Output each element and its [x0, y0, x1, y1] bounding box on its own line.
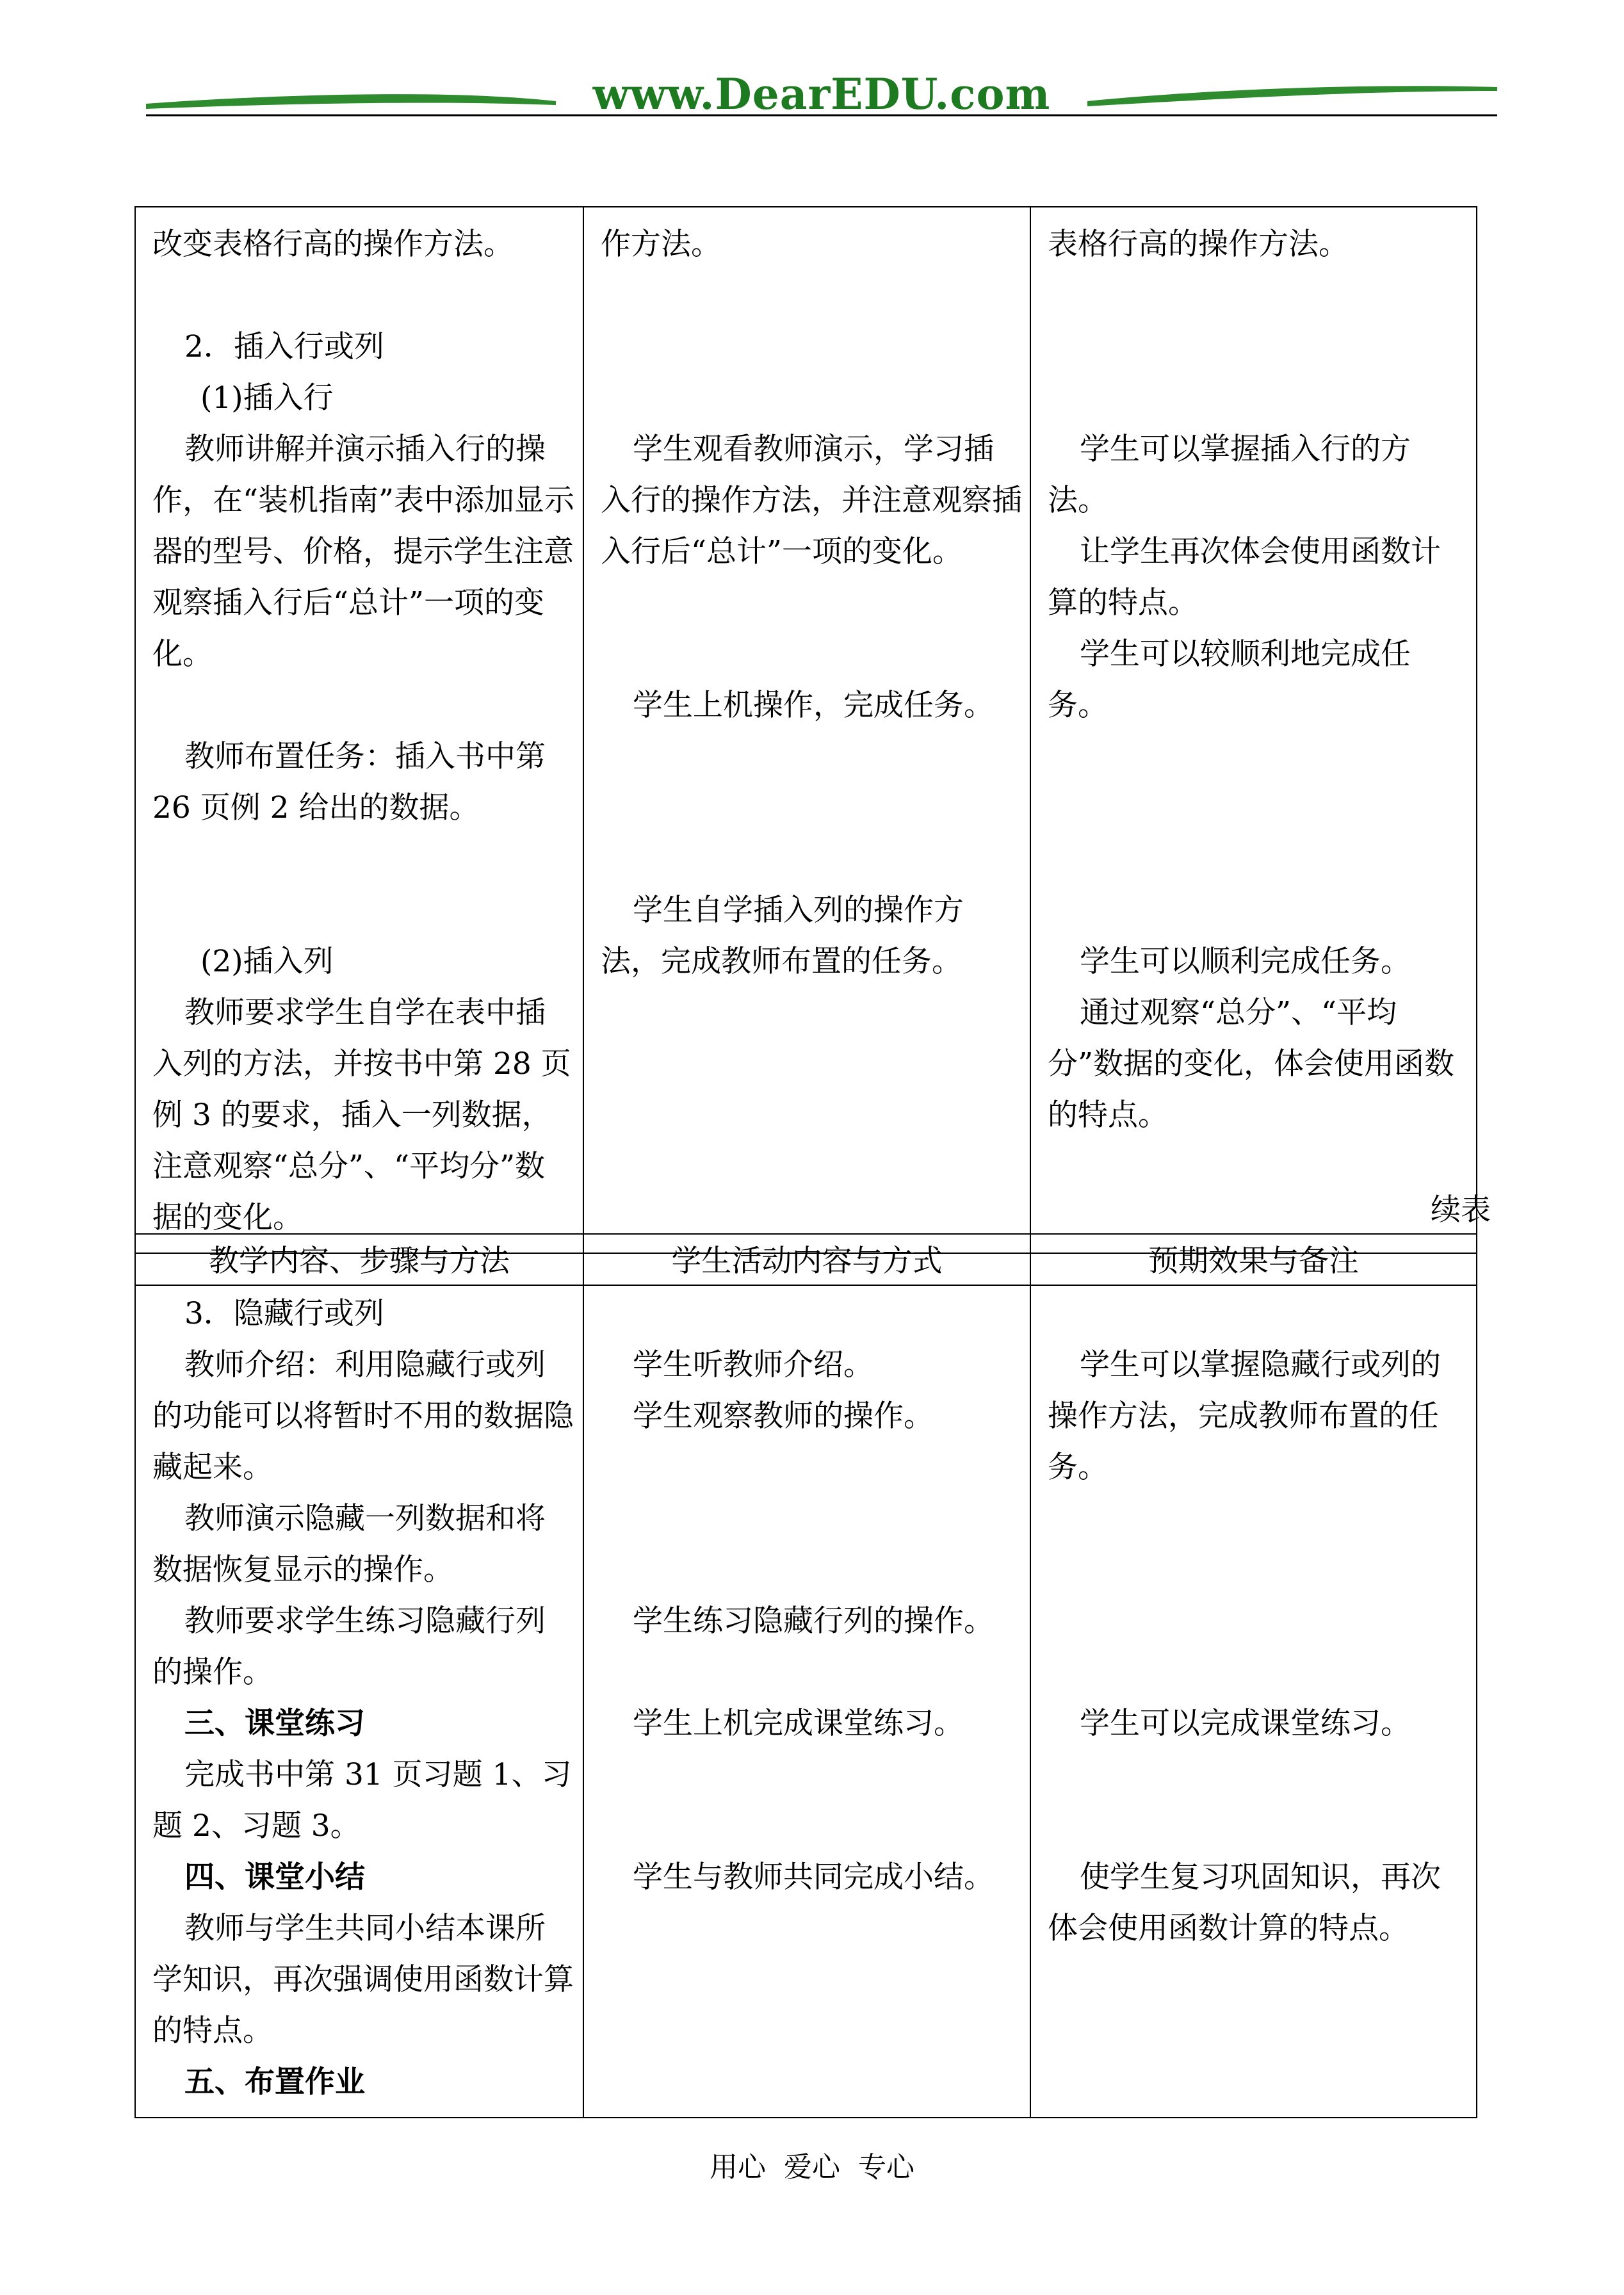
cell-text: 学生与教师共同完成小结。	[633, 1860, 994, 1895]
cell-text: 学生自学插入列的操作方法，完成教师布置的任务。	[601, 893, 964, 979]
section-heading: 3．隐藏行或列	[184, 1296, 384, 1331]
expected-effect-cell	[1030, 1285, 1477, 2118]
section-heading-bold: 四、课堂小结	[184, 1860, 365, 1895]
cell-text: 学生可以掌握隐藏行或列的操作方法，完成教师布置的任务。	[1048, 1347, 1441, 1485]
cell-text: 改变表格行高的操作方法。	[152, 227, 514, 262]
table-row	[135, 1285, 1477, 2118]
cell-text: 学生上机操作，完成任务。	[633, 688, 994, 723]
cell-text: 让学生再次体会使用函数计算的特点。	[1048, 534, 1441, 620]
column-header: 教学内容、步骤与方法	[135, 1234, 583, 1285]
header-banner	[146, 59, 1497, 129]
cell-text: 教师要求学生自学在表中插入列的方法，并按书中第 28 页例 3 的要求，插入一列数据，注意观察“总分”、“平均分”数据的变化。	[152, 995, 571, 1235]
cell-text: 教师布置任务：插入书中第 26 页例 2 给出的数据。	[152, 739, 546, 825]
cell-text: 教师讲解并演示插入行的操作，在“装机指南”表中添加显示器的型号、价格，提示学生注意观察插入行后“总计”一项的变化。	[152, 432, 575, 672]
cell-text: 学生可以顺利完成任务。	[1080, 944, 1411, 979]
cell-text: 学生可以掌握插入行的方法。	[1048, 432, 1411, 518]
cell-text: 学生可以较顺利地完成任务。	[1048, 637, 1411, 723]
section-heading-bold: 五、布置作业	[184, 2064, 365, 2100]
site-logo[interactable]: www.DearEDU.com	[592, 69, 1051, 119]
student-activity-cell	[583, 207, 1030, 1253]
student-activity-cell	[583, 1285, 1030, 2118]
cell-text: 学生观看教师演示，学习插入行的操作方法，并注意观察插入行后“总计”一项的变化。	[601, 432, 1022, 569]
cell-text: 使学生复习巩固知识，再次体会使用函数计算的特点。	[1048, 1860, 1441, 1946]
lesson-table-part1	[134, 206, 1477, 1254]
page-footer: 用心 爱心 专心	[710, 2151, 914, 2184]
cell-text: 表格行高的操作方法。	[1048, 227, 1349, 262]
section-heading-bold: 三、课堂练习	[184, 1706, 365, 1741]
teaching-content-cell	[135, 207, 583, 1253]
cell-text: 教师与学生共同小结本课所学知识，再次强调使用函数计算的特点。	[152, 1911, 574, 2048]
subsection-heading: (2)插入列	[200, 944, 334, 979]
cell-text: 教师要求学生练习隐藏行列的操作。	[152, 1603, 546, 1690]
cell-text: 学生听教师介绍。	[633, 1347, 873, 1383]
cell-text: 学生可以完成课堂练习。	[1080, 1706, 1411, 1741]
cell-text: 学生上机完成课堂练习。	[633, 1706, 964, 1741]
continued-label: 续表	[1431, 1192, 1491, 1228]
column-header: 学生活动内容与方式	[583, 1234, 1030, 1285]
subsection-heading: (1)插入行	[200, 380, 334, 416]
cell-text: 学生练习隐藏行列的操作。	[633, 1603, 994, 1639]
cell-text: 教师演示隐藏一列数据和将数据恢复显示的操作。	[152, 1501, 546, 1587]
expected-effect-cell	[1030, 207, 1477, 1253]
section-heading: 2．插入行或列	[184, 329, 384, 364]
cell-text: 作方法。	[601, 227, 721, 262]
table-header-row	[135, 1234, 1477, 1285]
cell-text: 完成书中第 31 页习题 1、习题 2、习题 3。	[152, 1757, 572, 1844]
column-header: 预期效果与备注	[1030, 1234, 1477, 1285]
table-row	[135, 207, 1477, 1253]
teaching-content-cell	[135, 1285, 583, 2118]
lesson-table-part2	[134, 1233, 1477, 2118]
cell-text: 学生观察教师的操作。	[633, 1399, 934, 1434]
cell-text: 教师介绍：利用隐藏行或列的功能可以将暂时不用的数据隐藏起来。	[152, 1347, 574, 1485]
cell-text: 通过观察“总分”、“平均分”数据的变化，体会使用函数的特点。	[1048, 995, 1455, 1133]
